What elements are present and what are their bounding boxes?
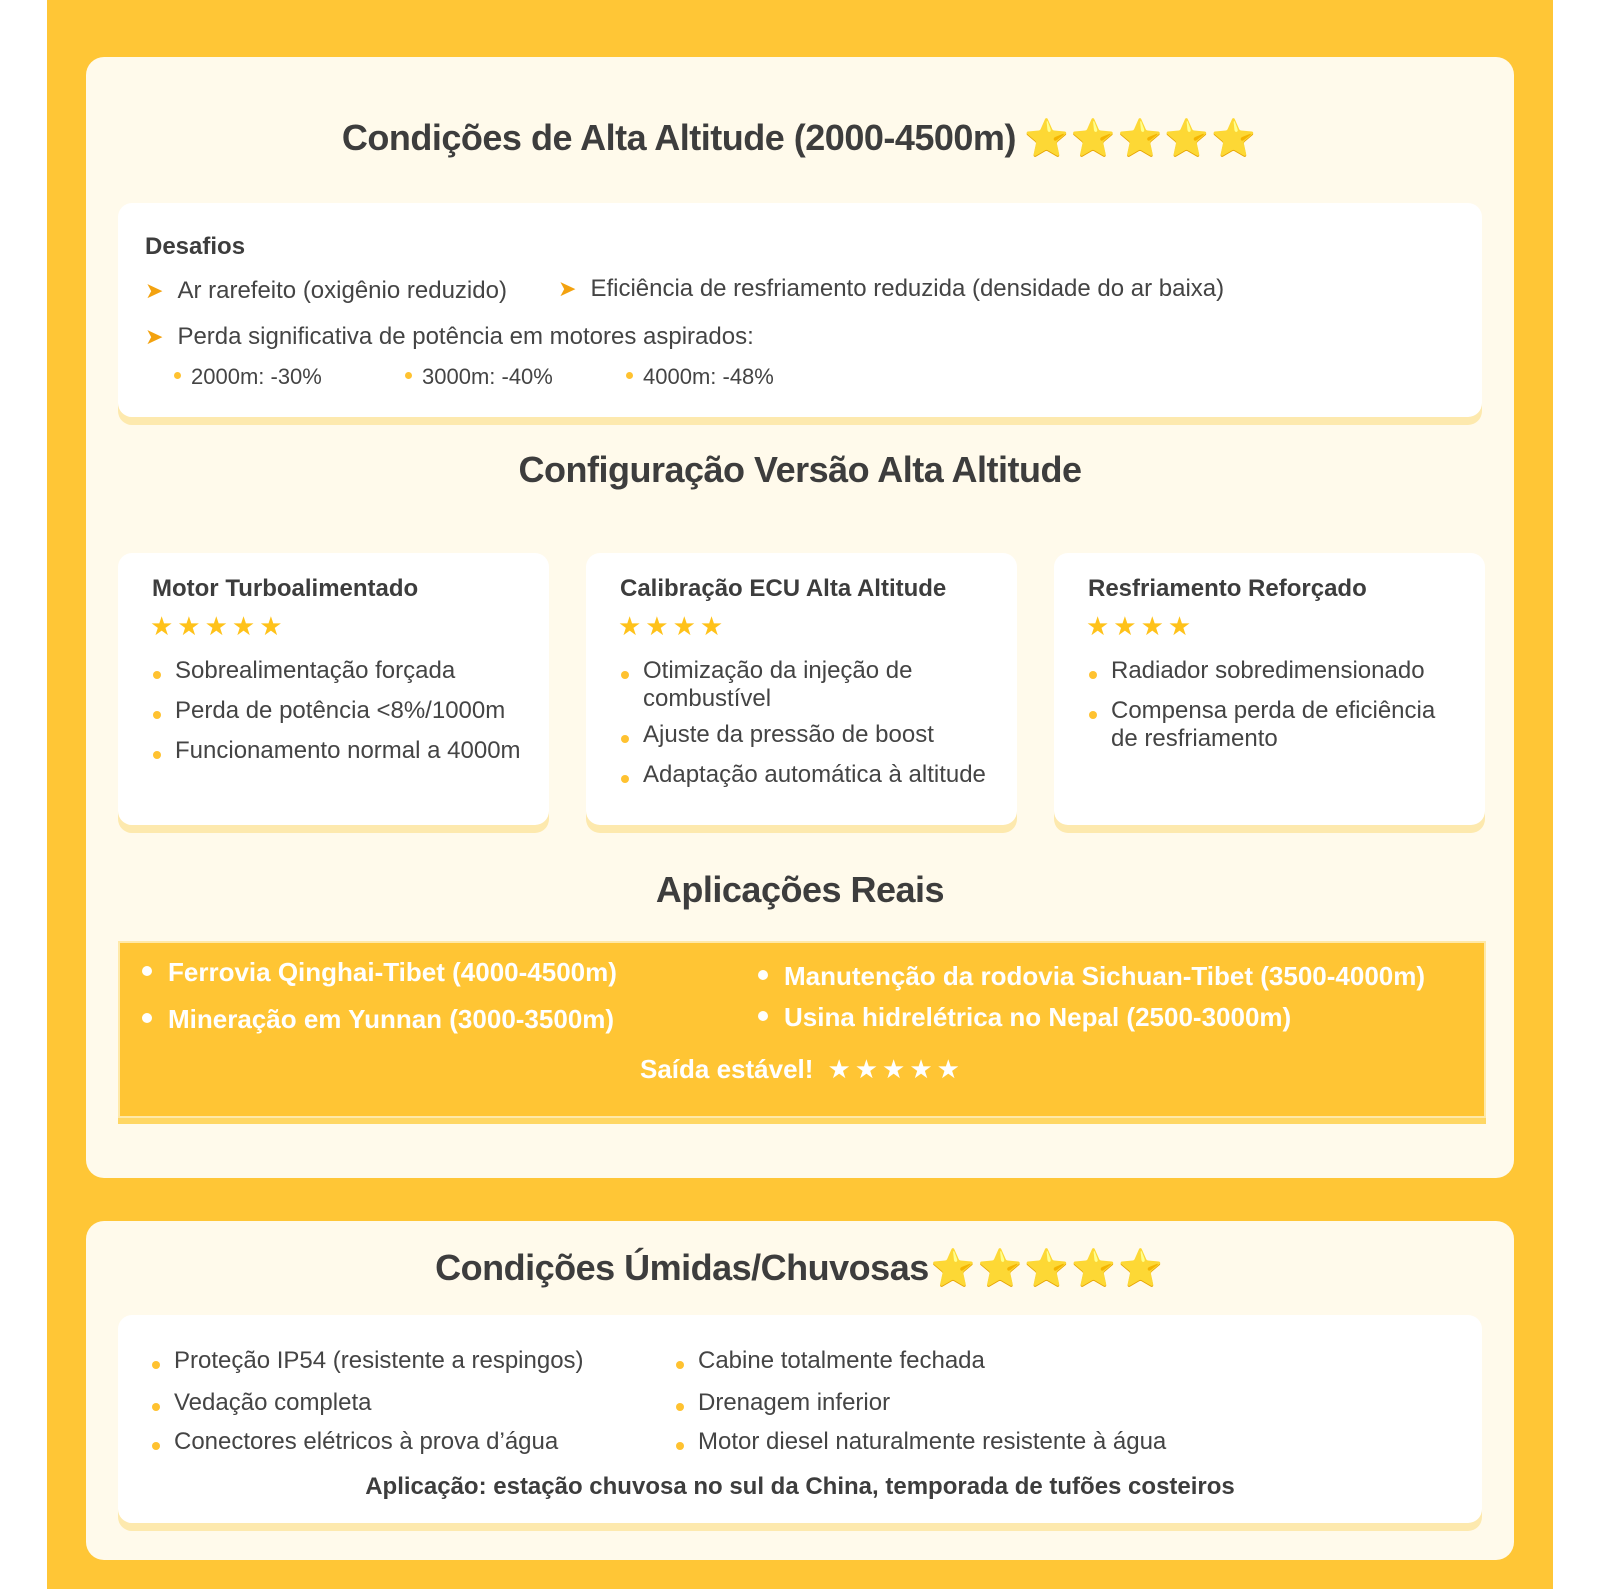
star-rating-icon: ⭐⭐⭐⭐⭐ xyxy=(930,1247,1165,1288)
application-item: Manutenção da rodovia Sichuan-Tibet (3500-4000m) xyxy=(758,961,1425,992)
high-altitude-title: Condições de Alta Altitude (2000-4500m) xyxy=(341,117,1016,158)
bullet-icon xyxy=(152,1403,160,1411)
wet-application-note: Aplicação: estação chuvosa no sul da China, temporada de tufões costeiros xyxy=(365,1473,1235,1500)
high-altitude-heading xyxy=(86,117,1514,159)
wet-feature-item: Cabine totalmente fechada xyxy=(698,1347,985,1375)
application-item: Usina hidrelétrica no Nepal (2500-3000m) xyxy=(758,1002,1291,1033)
bullet-icon xyxy=(142,966,152,976)
power-loss-item: 3000m: -40% xyxy=(405,364,553,390)
challenge-item: ➤ Eficiência de resfriamento reduzida (densidade do ar baixa) xyxy=(558,275,1225,302)
application-item: Mineração em Yunnan (3000-3500m) xyxy=(142,1004,614,1035)
star-rating-icon: ★★★★★ xyxy=(150,611,287,641)
star-rating-icon: ★★★★ xyxy=(1086,611,1196,641)
wet-feature-item: Motor diesel naturalmente resistente à água xyxy=(698,1428,1166,1456)
config-heading: Configuração Versão Alta Altitude xyxy=(518,449,1082,490)
wet-feature-item: Conectores elétricos à prova d’água xyxy=(174,1428,558,1456)
applications-footer: Saída estável! ★★★★★ xyxy=(640,1054,964,1084)
feature-item: Sobrealimentação forçada xyxy=(175,657,455,685)
challenge-item: ➤ Perda significativa de potência em motores aspirados: xyxy=(145,323,754,350)
wet-feature-item: Vedação completa xyxy=(174,1389,371,1417)
feature-card-cooling xyxy=(1054,553,1485,825)
high-altitude-panel xyxy=(86,57,1514,1178)
challenges-label: Desafios xyxy=(145,233,246,260)
star-rating-icon: ★★★★ xyxy=(618,611,728,641)
bullet-icon xyxy=(1089,671,1097,679)
bullet-icon xyxy=(152,1361,160,1369)
feature-item: Adaptação automática à altitude xyxy=(643,761,986,789)
bullet-icon xyxy=(758,1011,768,1021)
bullet-icon xyxy=(1089,711,1097,719)
arrow-right-icon: ➤ xyxy=(558,276,577,301)
feature-item: Otimização da injeção de combustível xyxy=(643,657,963,713)
bullet-icon xyxy=(676,1442,684,1450)
bullet-icon xyxy=(174,372,181,379)
wet-conditions-card xyxy=(118,1315,1482,1523)
applications-box xyxy=(118,941,1486,1118)
bullet-icon xyxy=(676,1361,684,1369)
bullet-icon xyxy=(142,1013,152,1023)
feature-item: Compensa perda de eficiência de resfriamento xyxy=(1111,697,1456,753)
feature-card-title: Resfriamento Reforçado xyxy=(1088,575,1367,602)
application-item: Ferrovia Qinghai-Tibet (4000-4500m) xyxy=(142,957,617,988)
bullet-icon xyxy=(621,735,629,743)
feature-card-turbo xyxy=(118,553,549,825)
feature-item: Perda de potência <8%/1000m xyxy=(175,697,505,725)
bullet-icon xyxy=(153,751,161,759)
feature-card-title: Calibração ECU Alta Altitude xyxy=(620,575,947,602)
feature-item: Radiador sobredimensionado xyxy=(1111,657,1425,685)
star-rating-icon: ⭐⭐⭐⭐⭐ xyxy=(1023,117,1259,158)
bullet-icon xyxy=(758,970,768,980)
feature-item: Funcionamento normal a 4000m xyxy=(175,737,521,765)
star-rating-icon: ★★★★★ xyxy=(827,1054,964,1084)
bullet-icon xyxy=(153,711,161,719)
wet-conditions-title: Condições Úmidas/Chuvosas xyxy=(435,1247,929,1288)
arrow-right-icon: ➤ xyxy=(145,278,164,303)
feature-card-title: Motor Turboalimentado xyxy=(152,575,419,602)
bullet-icon xyxy=(153,671,161,679)
challenges-card xyxy=(118,203,1482,417)
feature-item: Ajuste da pressão de boost xyxy=(643,721,934,749)
feature-card-ecu xyxy=(586,553,1017,825)
bullet-icon xyxy=(152,1442,160,1450)
bullet-icon xyxy=(626,372,633,379)
bullet-icon xyxy=(621,775,629,783)
power-loss-item: 4000m: -48% xyxy=(626,364,774,390)
wet-feature-item: Drenagem inferior xyxy=(698,1389,890,1417)
wet-conditions-panel xyxy=(86,1221,1514,1560)
bullet-icon xyxy=(405,372,412,379)
applications-heading: Aplicações Reais xyxy=(655,869,945,910)
arrow-right-icon: ➤ xyxy=(145,324,164,349)
challenge-item: ➤ Ar rarefeito (oxigênio reduzido) xyxy=(145,277,507,304)
bullet-icon xyxy=(676,1403,684,1411)
wet-feature-item: Proteção IP54 (resistente a respingos) xyxy=(174,1347,584,1375)
wet-conditions-heading xyxy=(86,1247,1514,1289)
bullet-icon xyxy=(621,671,629,679)
power-loss-item: 2000m: -30% xyxy=(174,364,322,390)
